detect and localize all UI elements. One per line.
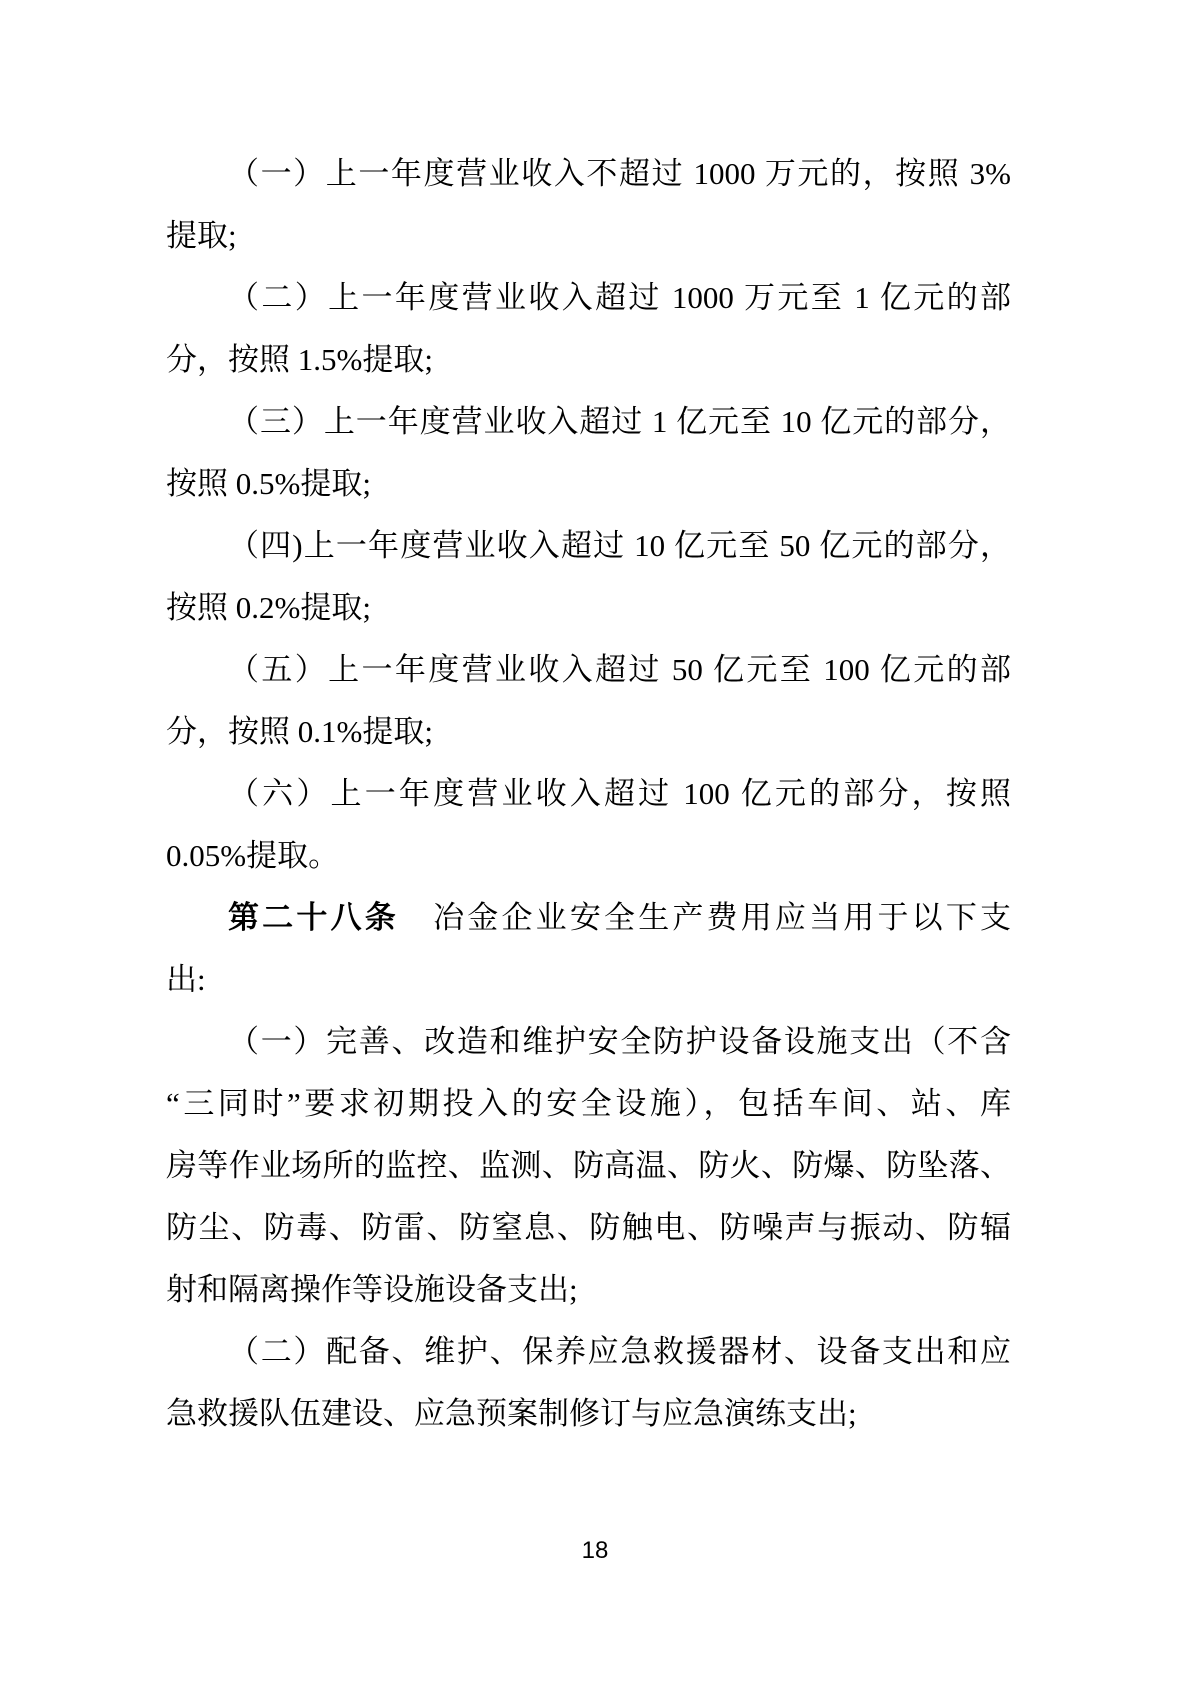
- text-line: （六）上一年度营业收入超过 100 亿元的部分，按照: [228, 776, 1011, 811]
- article-number-bold: 第二十八条: [228, 900, 399, 935]
- text-line: 分，按照 0.1%提取;: [166, 714, 433, 749]
- text-line: （二）上一年度营业收入超过 1000 万元至 1 亿元的部: [228, 280, 1011, 315]
- text-line: （四)上一年度营业收入超过 10 亿元至 50 亿元的部分，: [228, 528, 1011, 563]
- text-line: 分，按照 1.5%提取;: [166, 342, 433, 377]
- text-line: （一）完善、改造和维护安全防护设备设施支出（不含: [228, 1024, 1011, 1059]
- text-line: （五）上一年度营业收入超过 50 亿元至 100 亿元的部: [228, 652, 1011, 687]
- text-line: 出:: [166, 962, 206, 997]
- text-line: （二）配备、维护、保养应急救援器材、设备支出和应: [228, 1334, 1011, 1369]
- text-line: （三）上一年度营业收入超过 1 亿元至 10 亿元的部分，: [228, 404, 1011, 439]
- page-number: 18: [581, 1537, 609, 1564]
- article-text: 冶金企业安全生产费用应当用于以下支: [398, 900, 1012, 935]
- text-line-article-28: [166, 887, 1011, 949]
- text-line: 房等作业场所的监控、监测、防高温、防火、防爆、防坠落、: [166, 1148, 1011, 1183]
- text-line: 0.05%提取。: [166, 838, 340, 873]
- text-line: “三同时”要求初期投入的安全设施），包括车间、站、库: [166, 1086, 1011, 1121]
- text-line: 射和隔离操作等设施设备支出;: [166, 1272, 578, 1307]
- text-line: （一）上一年度营业收入不超过 1000 万元的，按照 3%: [228, 156, 1011, 191]
- text-line: 防尘、防毒、防雷、防窒息、防触电、防噪声与振动、防辐: [166, 1210, 1011, 1245]
- text-line: 急救援队伍建设、应急预案制修订与应急演练支出;: [166, 1396, 857, 1431]
- document-body: [166, 143, 1011, 1445]
- text-line: 按照 0.2%提取;: [166, 590, 371, 625]
- text-line: 按照 0.5%提取;: [166, 466, 371, 501]
- text-line: 提取;: [166, 218, 237, 253]
